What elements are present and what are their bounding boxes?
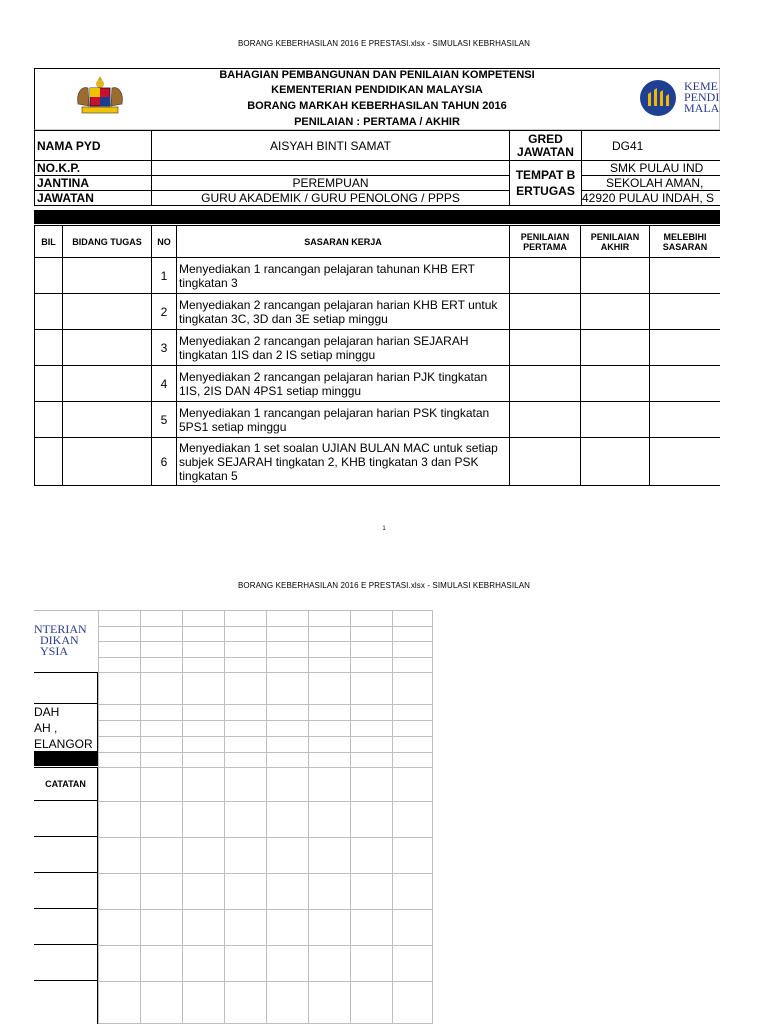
tempat-label: TEMPAT BERTUGAS (510, 161, 582, 206)
task-text: Menyediakan 1 rancangan pelajaran tahunan KHB ERT tingkatan 3 (177, 258, 510, 294)
gridline (98, 837, 432, 838)
gridline (98, 909, 432, 910)
gridline (98, 752, 432, 753)
form-sheet-continuation (34, 610, 434, 1024)
nama-label: NAMA PYD (35, 131, 152, 161)
jawatan-label: JAWATAN (35, 191, 152, 206)
catatan-cell[interactable] (34, 873, 98, 909)
score-pertama[interactable] (510, 330, 581, 366)
score-pertama[interactable] (510, 294, 581, 330)
header-line-4: PENILAIAN : PERTAMA / AKHIR (294, 116, 460, 128)
gridline (98, 801, 432, 802)
gridline (98, 672, 432, 673)
table-row (35, 294, 721, 330)
jantina-value: PEREMPUAN (152, 176, 510, 191)
task-text: Menyediakan 1 rancangan pelajaran harian PSK tingkatan 5PS1 setiap minggu (177, 402, 510, 438)
col-penilaian-pertama: PENILAIAN PERTAMA (510, 226, 581, 258)
gridline (98, 657, 432, 658)
gridline (98, 945, 432, 946)
task-no: 2 (152, 294, 177, 330)
nokp-value (152, 161, 510, 176)
col-penilaian-akhir: PENILAIAN AKHIR (581, 226, 650, 258)
nama-value: AISYAH BINTI SAMAT (152, 131, 510, 161)
table-row (35, 330, 721, 366)
score-akhir[interactable] (581, 402, 650, 438)
table-row (35, 366, 721, 402)
task-no: 5 (152, 402, 177, 438)
score-pertama[interactable] (510, 438, 581, 486)
score-akhir[interactable] (581, 366, 650, 402)
task-no: 1 (152, 258, 177, 294)
gridline (98, 767, 432, 768)
col-sasaran-kerja: SASARAN KERJA (177, 226, 510, 258)
gred-cell-continuation (34, 672, 98, 704)
table-row (35, 258, 721, 294)
gridline (98, 981, 432, 982)
gridline (432, 610, 433, 1024)
ministry-logo-icon (638, 78, 678, 118)
col-no: NO (152, 226, 177, 258)
header-line-3: BORANG MARKAH KEBERHASILAN TAHUN 2016 (247, 100, 507, 112)
score-pertama[interactable] (510, 366, 581, 402)
col-bidang-tugas: BIDANG TUGAS (63, 226, 152, 258)
score-melebihi[interactable] (650, 438, 721, 486)
page-header-2: BORANG KEBERHASILAN 2016 E PRESTASI.xlsx - SIMULASI KEBRHASILAN (237, 581, 531, 590)
score-akhir[interactable] (581, 258, 650, 294)
personal-details-table (34, 130, 720, 206)
catatan-cell[interactable] (34, 981, 98, 1024)
gridline (34, 610, 432, 611)
catatan-cell[interactable] (34, 945, 98, 981)
logo-text-continuation: NTERIAN DIKAN YSIA (34, 622, 87, 658)
nokp-label: NO.K.P. (35, 161, 152, 176)
task-text: Menyediakan 2 rancangan pelajaran harian PJK tingkatan 1IS, 2IS DAN 4PS1 setiap minggu (177, 366, 510, 402)
gridline (98, 720, 432, 721)
gridline (98, 704, 432, 705)
table-row (35, 402, 721, 438)
col-catatan: CATATAN (34, 767, 98, 801)
form-sheet (34, 68, 720, 486)
col-bil: BIL (35, 226, 63, 258)
logo-text: KEME PENDI MALA (684, 79, 720, 115)
score-akhir[interactable] (581, 438, 650, 486)
score-melebihi[interactable] (650, 402, 721, 438)
tempat-line-3: 42920 PULAU INDAH, S (582, 191, 721, 206)
black-separator (34, 210, 720, 224)
header-line-2: KEMENTERIAN PENDIDIKAN MALAYSIA (271, 84, 483, 96)
catatan-cell[interactable] (34, 801, 98, 837)
catatan-cell[interactable] (34, 837, 98, 873)
catatan-cell[interactable] (34, 909, 98, 945)
score-melebihi[interactable] (650, 258, 721, 294)
gred-label: GRED JAWATAN (510, 131, 582, 161)
task-no: 4 (152, 366, 177, 402)
jantina-label: JANTINA (35, 176, 152, 191)
score-akhir[interactable] (581, 294, 650, 330)
col-melebihi-sasaran: MELEBIHI SASARAN (650, 226, 721, 258)
task-text: Menyediakan 1 set soalan UJIAN BULAN MAC untuk setiap subjek SEJARAH tingkatan 2, KHB tingkatan 3 dan PSK tingkatan 5 (177, 438, 510, 486)
gridline (98, 873, 432, 874)
score-pertama[interactable] (510, 258, 581, 294)
gridline (98, 641, 432, 642)
page-header: BORANG KEBERHASILAN 2016 E PRESTASI.xlsx - SIMULASI KEBRHASILAN (237, 39, 531, 48)
black-separator-2 (34, 752, 98, 766)
tempat-line-1: SMK PULAU IND (582, 161, 721, 176)
gred-value: DG41 (582, 131, 721, 161)
address-continuation: DAH AH , ELANGOR (34, 704, 98, 752)
tasks-table (34, 225, 720, 486)
task-text: Menyediakan 2 rancangan pelajaran harian KHB ERT untuk tingkatan 3C, 3D dan 3E setiap minggu (177, 294, 510, 330)
task-no: 6 (152, 438, 177, 486)
task-text: Menyediakan 2 rancangan pelajaran harian SEJARAH tingkatan 1IS dan 2 IS setiap minggu (177, 330, 510, 366)
score-melebihi[interactable] (650, 294, 721, 330)
score-melebihi[interactable] (650, 330, 721, 366)
gridline (98, 736, 432, 737)
score-akhir[interactable] (581, 330, 650, 366)
table-row (35, 438, 721, 486)
gridline (98, 626, 432, 627)
score-melebihi[interactable] (650, 366, 721, 402)
header-line-1: BAHAGIAN PEMBANGUNAN DAN PENILAIAN KOMPETENSI (219, 69, 535, 81)
tempat-line-2: SEKOLAH AMAN, (582, 176, 721, 191)
task-no: 3 (152, 330, 177, 366)
page-number: 1 (382, 526, 386, 532)
score-pertama[interactable] (510, 402, 581, 438)
jawatan-value: GURU AKADEMIK / GURU PENOLONG / PPPS (152, 191, 510, 206)
